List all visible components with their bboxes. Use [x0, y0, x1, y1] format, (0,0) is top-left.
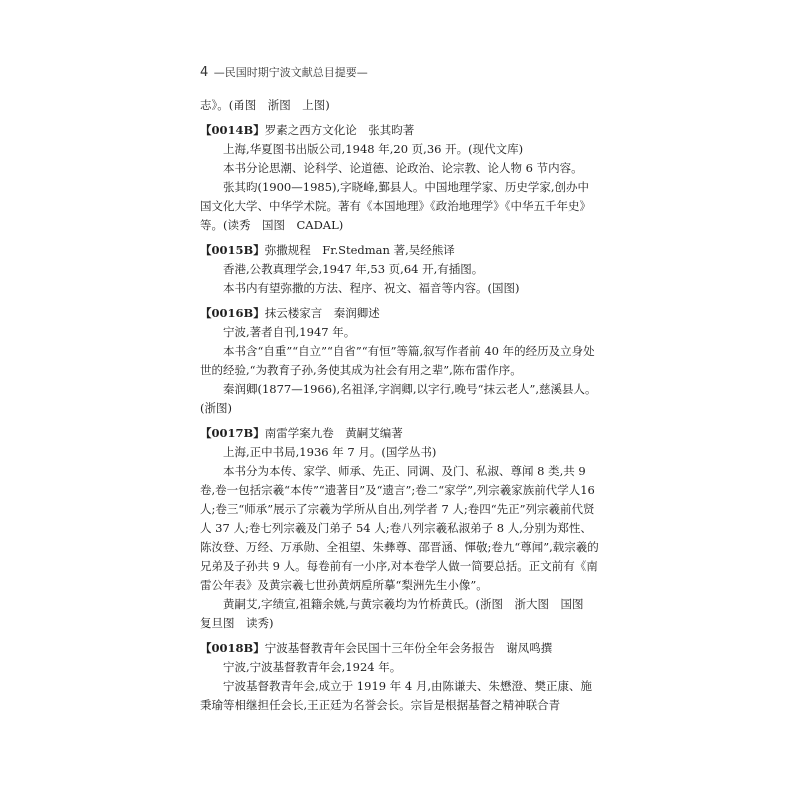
entry-heading: 抹云楼家言 秦润卿述	[264, 306, 380, 320]
entry-title	[200, 639, 600, 658]
running-header	[200, 64, 368, 80]
entry-0017b	[200, 424, 600, 633]
entry-para: 宁波基督教青年会,成立于 1919 年 4 月,由陈谦夫、朱懋澄、樊正康、施秉瑜等相继担任会长,王正廷为名誉会长。宗旨是根据基督之精神联合青	[200, 679, 593, 712]
entry-para: 上海,正中书局,1936 年 7 月。(国学丛书)	[223, 445, 437, 459]
entry-heading: 宁波基督教青年会民国十三年份全年会务报告 谢凤鸣撰	[264, 641, 553, 655]
entry-heading: 南雷学案九卷 黄嗣艾编著	[264, 426, 403, 440]
entry-para: 黄嗣艾,字绩宣,祖籍余姚,与黄宗羲均为竹桥黄氏。(浙图 浙大图 国图 复旦图 读秀)	[200, 597, 595, 630]
entry-title	[200, 121, 600, 140]
entry-title	[200, 424, 600, 443]
entry-para: 上海,华夏图书出版公司,1948 年,20 页,36 开。(现代文库)	[223, 142, 524, 156]
entry-heading: 弥撒规程 Fr.Stedman 著,吴经熊译	[264, 243, 455, 257]
page-number: 4	[200, 65, 209, 80]
entry-code: 【0017B】	[200, 426, 265, 440]
entry-para: 宁波,宁波基督教青年会,1924 年。	[223, 660, 402, 674]
entry-code: 【0015B】	[200, 243, 265, 257]
entry-para: 香港,公教真理学会,1947 年,53 页,64 开,有插图。	[223, 262, 484, 276]
entry-0015b	[200, 241, 600, 298]
entry-title	[200, 241, 600, 260]
entry-para: 本书分论思潮、论科学、论道德、论政治、论宗教、论人物 6 节内容。	[223, 161, 583, 175]
entry-code: 【0016B】	[200, 306, 265, 320]
entry-0018b	[200, 639, 600, 715]
entry-para: 本书分为本传、家学、师承、先正、同调、及门、私淑、尊闻 8 类,共 9 卷,卷一包括宗羲“本传”“遗著目”及“遗言”;卷二“家学”,列宗羲家族前代学人16 人;卷三“师承”展示了宗羲为学所从自出,列学者 7 人;卷四“先正”列宗羲前代贤人 37 人;卷七列宗羲及门弟子 54 人;卷八列宗羲私淑弟子 8 人,分别为郑性、陈汝登、万经、万承勋、全祖望、朱彝尊、邵晋涵、惲敬;卷九“尊闻”,载宗羲的兄弟及子孙共 9 人。每卷前有一小序,对本卷学人做一简要总括。正文前有《南雷公年表》及黄宗羲七世孙黄炳垕所摹“梨洲先生小像”。	[200, 464, 599, 592]
running-title: —民国时期宁波文献总目提要—	[213, 66, 368, 79]
entry-0016b	[200, 304, 600, 418]
page-body	[200, 96, 600, 715]
entry-code: 【0014B】	[200, 123, 265, 137]
entry-code: 【0018B】	[200, 641, 265, 655]
entry-heading: 罗素之西方文化论 张其昀著	[264, 123, 415, 137]
entry-0014b	[200, 121, 600, 235]
entry-para: 本书含“自重”“自立”“自省”“有恒”等篇,叙写作者前 40 年的经历及立身处世的经验,“为教育子孙,务使其成为社会有用之辈”,陈布雷作序。	[200, 344, 595, 377]
entry-para: 秦润卿(1877—1966),名祖泽,字润卿,以字行,晚号“抹云老人”,慈溪县人。(浙图)	[200, 382, 597, 415]
entry-para: 本书内有望弥撒的方法、程序、祝文、福音等内容。(国图)	[223, 281, 520, 295]
entry-para: 宁波,著者自刊,1947 年。	[223, 325, 356, 339]
continuation-text: 志》。(甬图 浙图 上图)	[200, 98, 330, 112]
entry-title	[200, 304, 600, 323]
entry-para: 张其昀(1900—1985),字晓峰,鄞县人。中国地理学家、历史学家,创办中国文化大学、中华学术院。著有《本国地理》《政治地理学》《中华五千年史》等。(读秀 国图 CADAL)	[200, 180, 591, 232]
